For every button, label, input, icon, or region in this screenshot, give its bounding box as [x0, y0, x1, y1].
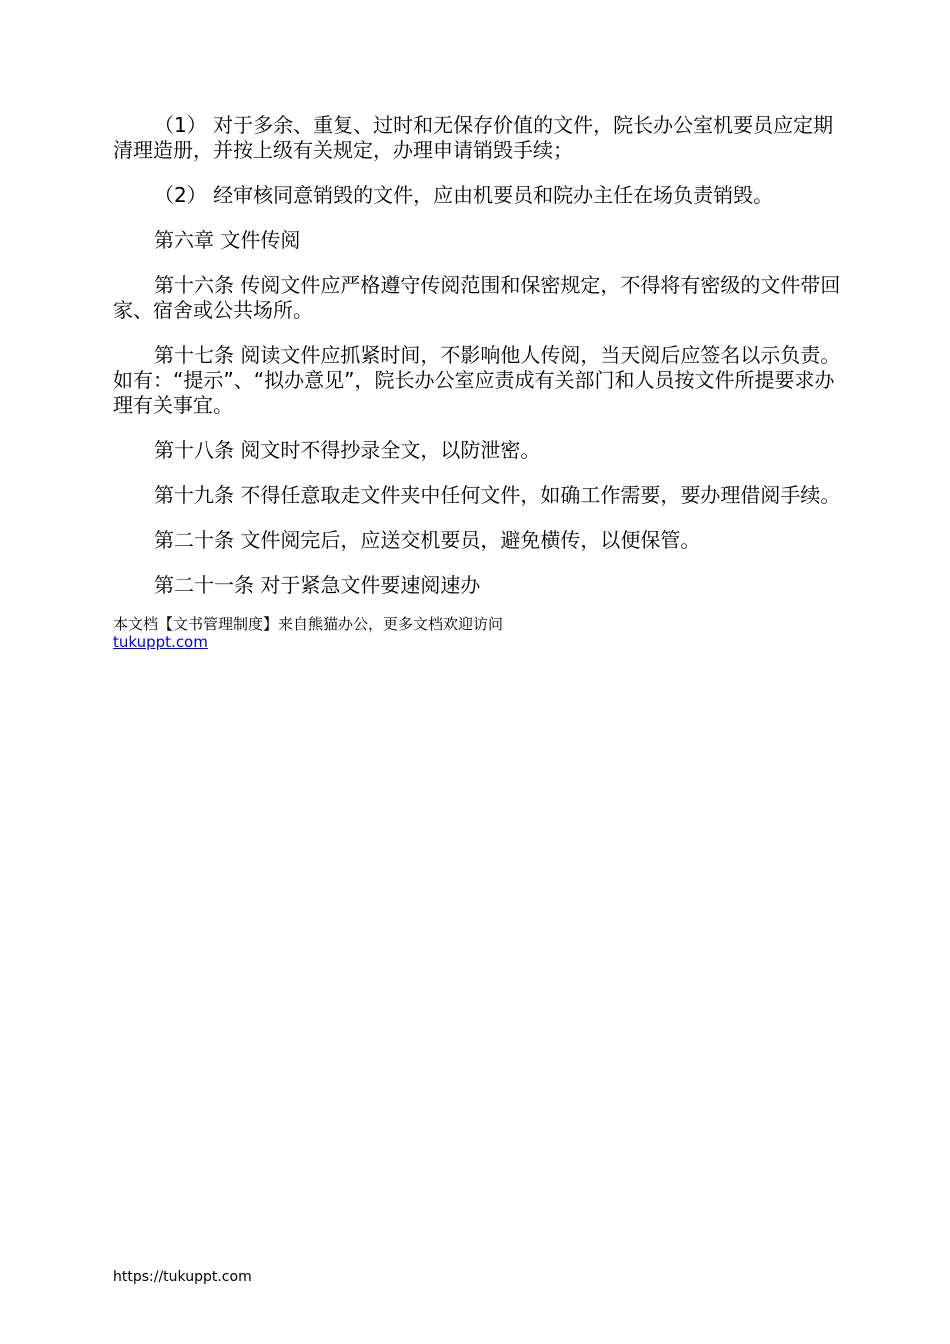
paragraph-article-17: 第十七条 阅读文件应抓紧时间，不影响他人传阅，当天阅后应签名以示负责。如有：“提示”、“拟办意见”，院长办公室应责成有关部门和人员按文件所提要求办理有关事宜。	[113, 343, 841, 417]
paragraph-article-18: 第十八条 阅文时不得抄录全文，以防泄密。	[154, 438, 541, 462]
footer-url: https://tukuppt.com	[113, 1269, 252, 1285]
paragraph-article-20: 第二十条 文件阅完后，应送交机要员，避免横传，以便保管。	[154, 528, 701, 552]
paragraph-article-16: 第十六条 传阅文件应严格遵守传阅范围和保密规定，不得将有密级的文件带回家、宿舍或公共场所。	[113, 273, 841, 322]
paragraph-article-19: 第十九条 不得任意取走文件夹中任何文件，如确工作需要，要办理借阅手续。	[154, 483, 841, 507]
paragraph-clause-1: （1） 对于多余、重复、过时和无保存价值的文件，院长办公室机要员应定期清理造册，并按上级有关规定，办理申请销毁手续；	[113, 113, 834, 162]
paragraph-clause-2: （2） 经审核同意销毁的文件，应由机要员和院办主任在场负责销毁。	[154, 183, 774, 207]
source-note	[113, 615, 841, 651]
paragraph-article-21: 第二十一条 对于紧急文件要速阅速办	[154, 573, 481, 597]
chapter-heading: 第六章 文件传阅	[154, 228, 301, 252]
source-note-text: 本文档【文书管理制度】来自熊猫办公，更多文档欢迎访问	[113, 615, 504, 633]
document-body	[113, 113, 841, 651]
source-link[interactable]: tukuppt.com	[113, 633, 208, 651]
